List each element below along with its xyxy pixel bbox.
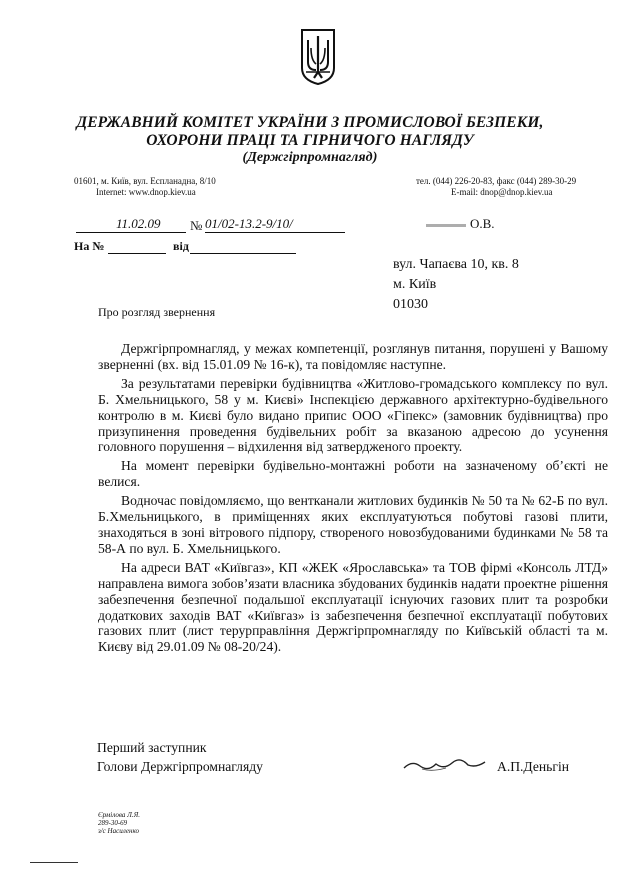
signatory-name: А.П.Деньгін [497, 759, 570, 774]
org-phone: тел. (044) 226-20-83, факс (044) 289-30-29 [416, 176, 577, 186]
ref-date: 11.02.09 [116, 216, 161, 231]
handwritten-signature [402, 754, 487, 774]
recipient-name [426, 216, 495, 232]
body-paragraph: На адреси ВАТ «Київгаз», КП «ЖЕК «Ярославська» та ТОВ фірмі «Консоль ЛТД» направлена вимога зобов’язати власника збудованих будинків надати проектне рішення забезпечення безпечної подальшої експлуатації існуючих газових плит та розробки додаткових заходів ВАТ «Київгаз» із забезпечення безпечної експлуатації побутових газових плит (лист терурправління Держгірпромнагляду по Київській області та м. Києву від 29.01.09 № 08-20/24). [98, 559, 608, 655]
ref-number-underline [205, 232, 345, 233]
org-name-line1: ДЕРЖАВНИЙ КОМІТЕТ УКРАЇНИ З ПРОМИСЛОВОЇ БЕЗПЕКИ, [76, 114, 544, 131]
ref-number: 01/02-13.2-9/10/ [205, 216, 293, 231]
org-name-line2: ОХОРОНИ ПРАЦІ ТА ГІРНИЧОГО НАГЛЯДУ [146, 132, 474, 149]
ref-date-underline [76, 232, 186, 233]
executor-phone: 289-30-69 [98, 819, 128, 827]
recipient-postcode: 01030 [393, 297, 428, 312]
redaction-mark [426, 224, 466, 227]
footer-divider [30, 862, 78, 863]
ref-number-label: № [190, 218, 203, 233]
signatory-title-line1: Перший заступник [97, 740, 207, 755]
incoming-date-underline [190, 253, 296, 254]
body-paragraph: Держгірпромнагляд, у межах компетенції, розглянув питання, порушені у Вашому зверненні (вх. від 15.01.09 № 16-к), та повідомляє наступне. [98, 341, 608, 372]
incoming-ref-label: На № [74, 239, 105, 253]
org-short-name: (Держгірпромнагляд) [242, 150, 378, 165]
recipient-initials: О.В. [470, 216, 495, 231]
body-paragraph: Водночас повідомляємо, що вентканали житлових будинків № 50 та № 62-Б по вул. Б.Хмельницького, в приміщеннях яких експлуатуються побутові газові плити, знаходяться в зоні вітрового підпору, створеного новозбудованими будинками № 58 та 58-А по вул. Б. Хмельницького. [98, 493, 608, 556]
org-email: E-mail: dnop@dnop.kiev.ua [451, 187, 553, 197]
executor-name: Єрмілова Л.Я. [98, 811, 140, 819]
recipient-city: м. Київ [393, 277, 437, 292]
incoming-ref-underline [108, 253, 166, 254]
signatory-title-line2: Голови Держгірпромнагляду [97, 759, 263, 774]
letter-subject: Про розгляд звернення [98, 305, 216, 319]
org-address: 01601, м. Київ, вул. Еспланадна, 8/10 [74, 176, 216, 186]
trident-emblem-icon [300, 28, 336, 86]
letter-body [98, 341, 608, 658]
org-internet: Internet: www.dnop.kiev.ua [96, 187, 196, 197]
executor-note: з/с Насиленко [98, 827, 140, 835]
incoming-date-label: від [173, 239, 189, 253]
body-paragraph: За результатами перевірки будівництва «Житлово-громадського комплексу по вул. Б. Хмельницького, 58 у м. Києві» Інспекцією державного архітектурно-будівельного контролю в м. Києві було видано припис ООО «Гіпекс» (замовник будівництва) про призупинення проведення будівельних робіт за вказаною адресою до усунення головного порушення – відхилення від затвердженого проекту. [98, 375, 608, 455]
body-paragraph: На момент перевірки будівельно-монтажні роботи на зазначеному об’єкті не велися. [98, 458, 608, 490]
recipient-street: вул. Чапаєва 10, кв. 8 [393, 257, 519, 272]
